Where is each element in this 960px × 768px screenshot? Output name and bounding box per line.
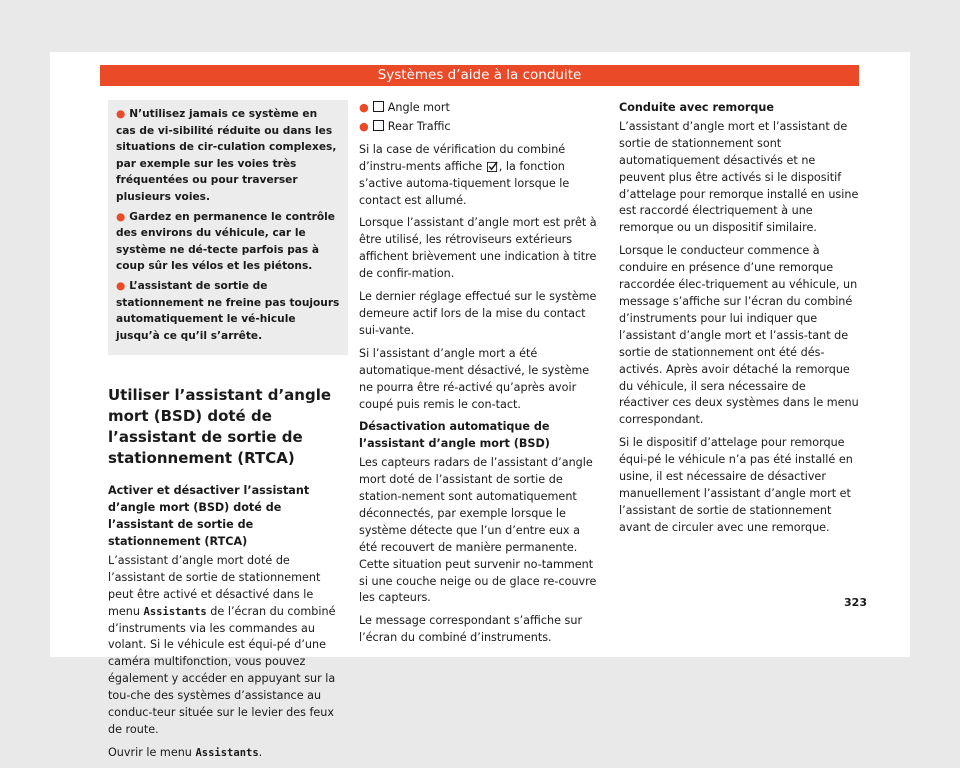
paragraph: Si l’assistant d’angle mort a été automatique-ment désactivé, le système ne pourra être ré-activé qu’après avoir coupé puis remis le con-tact.: [359, 346, 590, 411]
checked-checkbox-icon: [487, 161, 498, 172]
menu-name: Assistants: [143, 605, 207, 618]
column-2: [359, 100, 601, 653]
menu-name: Assistants: [195, 746, 259, 759]
paragraph: Ouvrir le menu Assistants.: [108, 745, 263, 759]
subsection-title: Activer et désactiver l’assistant d’angle mort (BSD) doté de l’assistant de sortie de stationnement (RTCA): [108, 484, 310, 549]
section-title: Utiliser l’assistant d’angle mort (BSD) doté de l’assistant de sortie de stationnement (RTCA): [108, 386, 332, 468]
list-item: ● Rear Traffic: [359, 119, 451, 133]
checkbox-icon: [373, 120, 384, 131]
subsection-title: Conduite avec remorque: [619, 101, 774, 114]
list-item: ● Angle mort: [359, 101, 450, 114]
warning-box: [108, 100, 348, 355]
warning-item: ● Gardez en permanence le contrôle des environs du véhicule, car le système ne dé-tecte parfois pas à coup sûr les vélos et les piétons.: [116, 210, 335, 273]
paragraph: Lorsque l’assistant d’angle mort est prêt à être utilisé, les rétroviseurs extérieurs affichent brièvement une indication à titre de confir-mation.: [359, 216, 597, 281]
paragraph: Si la case de vérification du combiné d’instru-ments affiche , la fonction s’active automa-tiquement lorsque le contact est allumé.: [359, 142, 570, 207]
bullet-icon: ●: [116, 210, 126, 223]
paragraph: L’assistant d’angle mort et l’assistant de sortie de stationnement sont automatiquement désactivés et ne peuvent plus être activés si le dispositif d’attelage pour remorque installé en usine est raccordé électriquement à une remorque ou un dispositif similaire.: [619, 119, 859, 235]
paragraph: Lorsque le conducteur commence à conduire en présence d’une remorque raccordée élec-triquement au véhicule, un message s’affiche sur l’écran du combiné d’instruments pour lui indiquer que l’assistant d’angle mort et l’assis-tant de sortie de stationnement ont été dés-activés. Après avoir détaché la remorque du véhicule, il sera nécessaire de réactiver ces deux systèmes dans le menu correspondant.: [619, 244, 859, 427]
paragraph: Le message correspondant s’affiche sur l’écran du combiné d’instruments.: [359, 614, 583, 645]
bullet-icon: ●: [116, 108, 126, 120]
subsection-title: Désactivation automatique de l’assistant d’angle mort (BSD): [359, 420, 550, 451]
paragraph: Si le dispositif d’attelage pour remorque équi-pé le véhicule n’a pas été installé en usine, il est nécessaire de désactiver manuellement l’assistant d’angle mort et l’assistant de sortie de stationnement avant de circuler avec une remorque.: [619, 436, 853, 534]
column-1: [108, 100, 348, 768]
warning-item: ● N’utilisez jamais ce système en cas de vi-sibilité réduite ou dans les situations de cir-culation complexes, par exemple sur les voies très fréquentées ou pour traverser plusieurs voies.: [116, 108, 337, 203]
bullet-icon: ●: [116, 279, 126, 292]
paragraph: Le dernier réglage effectué sur le système demeure actif lors de la mise du contact sui-vante.: [359, 290, 597, 337]
checkbox-icon: [373, 101, 384, 112]
warning-item: ● L’assistant de sortie de stationnement ne freine pas toujours automatiquement le vé-hicule jusqu’à ce qu’il s’arrête.: [116, 279, 340, 342]
page-number: 323: [844, 596, 867, 609]
paragraph: L’assistant d’angle mort doté de l’assistant de sortie de stationnement peut être activé et désactivé dans le menu Assistants de l’écran du combiné d’instruments via les commandes au volant. Si le véhicule est équi-pé d’une caméra multifonction, vous pouvez également y accéder en appuyant sur la tou-che des systèmes d’assistance au conduc-teur située sur le levier des feux de route.: [108, 553, 336, 736]
bullet-icon: ●: [359, 101, 369, 114]
page: [50, 52, 910, 759]
page-header: Systèmes d’aide à la conduite: [100, 65, 859, 86]
column-3: [619, 100, 859, 543]
paragraph: Les capteurs radars de l’assistant d’angle mort doté de l’assistant de sortie de station-nement sont automatiquement déconnectés, par exemple lorsque le système détecte que l’un d’entre eux a été recouvert de manière permanente. Cette situation peut survenir no-tamment si une couche neige ou de glace re-couvre les capteurs.: [359, 456, 597, 605]
bullet-icon: ●: [359, 119, 369, 133]
